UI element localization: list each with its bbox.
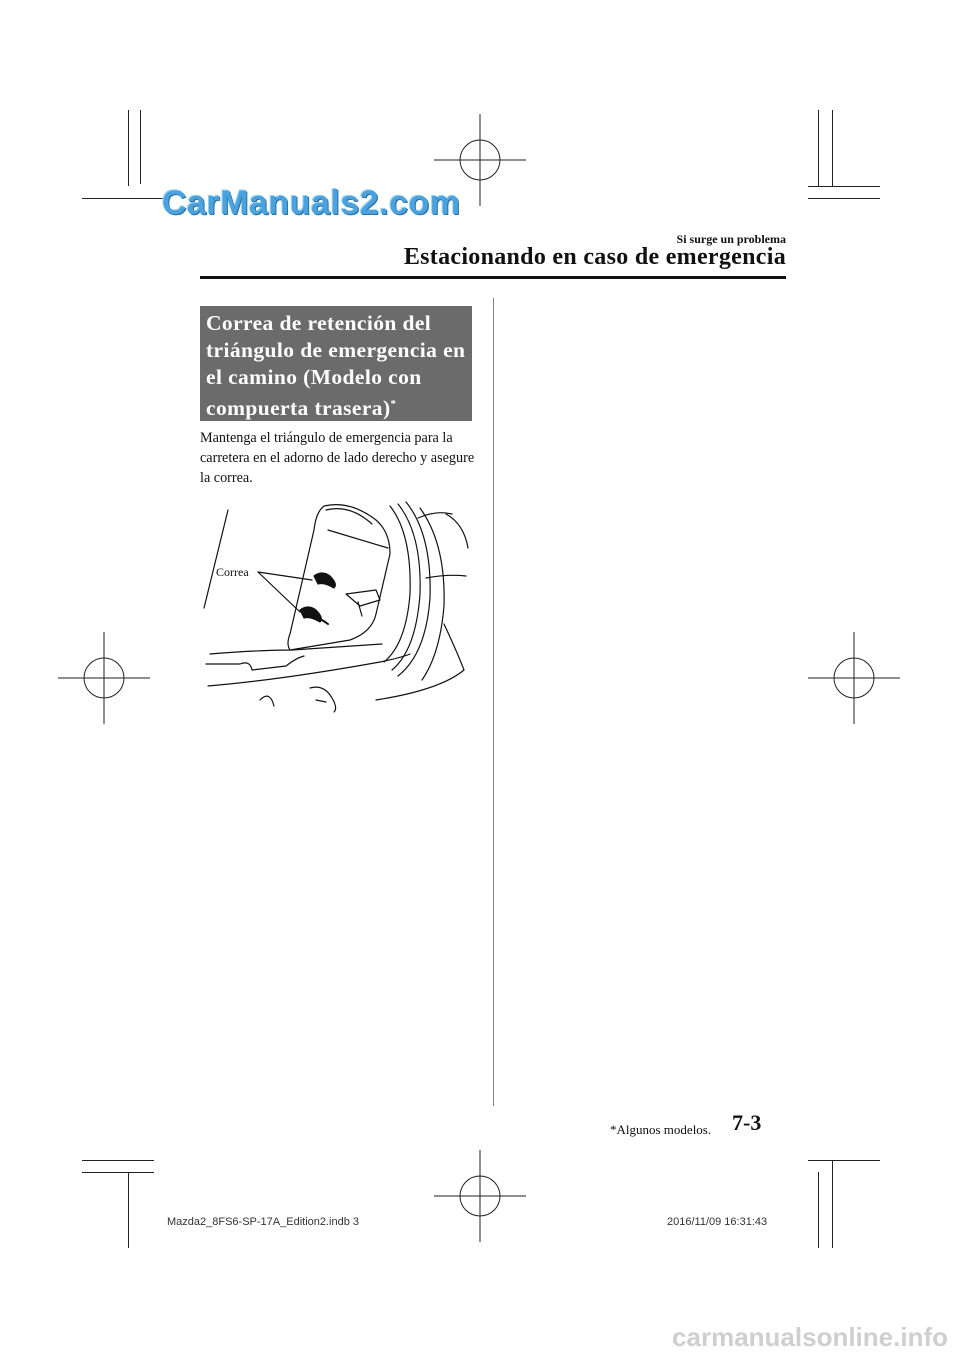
body-paragraph: Mantenga el triángulo de emergencia para la carretera en el adorno de lado derecho y asegure la correa. (200, 430, 475, 486)
trunk-drawing (200, 494, 484, 714)
registration-mark-right (808, 632, 900, 724)
watermark-logo[interactable]: CarManuals2.com (162, 184, 461, 222)
crop-mark (140, 110, 141, 184)
crop-mark (818, 1172, 819, 1248)
crop-mark (808, 1160, 880, 1161)
crop-mark (82, 1172, 154, 1173)
trunk-strap-illustration (200, 494, 484, 714)
section-heading (200, 306, 472, 421)
crop-mark (832, 1160, 833, 1248)
title-rule (200, 276, 786, 279)
crop-mark (128, 110, 129, 186)
print-timestamp: 2016/11/09 16:31:43 (667, 1216, 768, 1228)
registration-mark-bottom (434, 1150, 526, 1242)
crop-mark (82, 198, 166, 199)
crop-mark (808, 186, 880, 187)
print-file-info: Mazda2_8FS6-SP-17A_Edition2.indb 3 (167, 1216, 360, 1228)
page-title: Estacionando en caso de emergencia (403, 244, 786, 270)
page-number: 7-3 (732, 1110, 762, 1135)
crop-mark (808, 198, 880, 199)
crop-mark (82, 1160, 154, 1161)
column-divider (493, 298, 494, 1106)
model-marker: * (390, 398, 397, 410)
figure-label-correa: Correa (216, 565, 249, 579)
crop-mark (832, 110, 833, 186)
section-label: Si surge un problema (676, 232, 786, 246)
crop-mark (818, 110, 819, 186)
section-heading-text: Correa de retención del triángulo de emergencia en el camino (Modelo con compuerta trasera) (206, 311, 466, 421)
watermark-footer[interactable]: carmanualsonline.info (672, 1322, 948, 1352)
crop-mark (128, 1172, 129, 1248)
registration-mark-left (58, 632, 150, 724)
footnote: *Algunos modelos. (610, 1122, 712, 1137)
